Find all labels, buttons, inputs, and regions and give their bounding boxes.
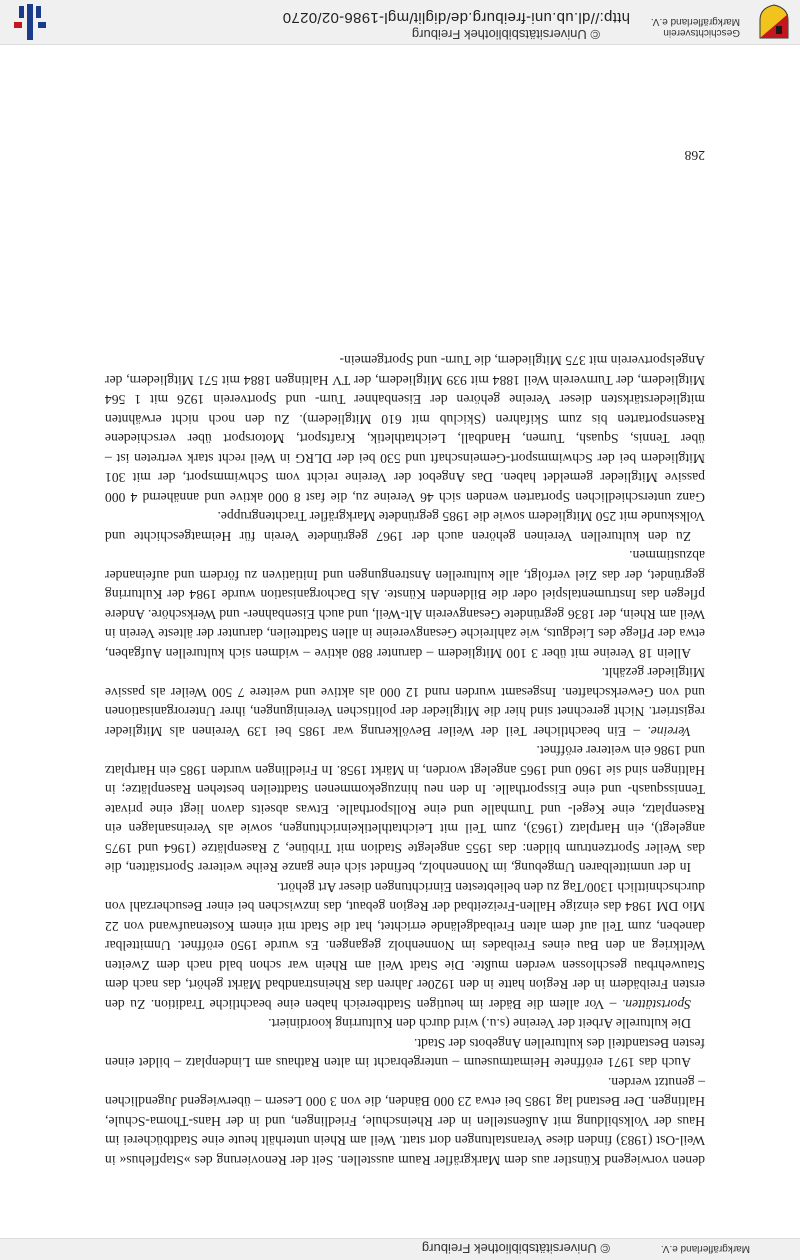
paragraph-text: – Ein beachtlicher Teil der Weiler Bevölkerung war 1985 bei 139 Vereinen als Mitglieder registriert. Nicht gerechnet sind hier die Mitglieder der politischen Vereinigungen, ihrer Unterorganisationen und von Gewerkschaften. Insgesamt wurden rund 12 000 als aktive und weitere 7 500 Weiler als passive Mitglieder gezählt. [105, 665, 705, 739]
section-lead: Sportstätten. [621, 997, 691, 1012]
page-number: 268 [684, 148, 705, 163]
society-name-line1: Geschichtsverein [663, 27, 740, 38]
paragraph-text: Zu den kulturellen Vereinen gehören auch der 1967 gegründete Verein für Heimatgeschichte und Volkskunde mit 250 Mitgliedern sowie die 1985 gegründete Markgräfler Trachtengruppe. [105, 509, 705, 544]
document-page [105, 148, 705, 1170]
society-name [651, 16, 740, 38]
page-body-text [105, 351, 705, 1170]
paragraph-text: Auch das 1971 eröffnete Heimatmuseum – untergebracht im alten Rathaus am Lindenplatz – bildet einen festen Bestandteil des kulturellen Angebots der Stadt. [105, 1036, 705, 1071]
paragraph [105, 741, 705, 878]
paragraph-text: Allein 18 Vereine mit über 3 100 Mitgliedern – darunter 880 aktive – widmen sich kulturellen Aufgaben, etwa der Pflege des Liedguts, wie zahlreiche Gesangvereine in allen Stadtteilen, darunter der älteste Verein in Weil am Rhein, der 1836 gegründete Gesangverein Alt-Weil, und auch Eisenbahner- und Werkschöre. Andere pflegen das Instrumentalspiel oder die Bildenden Künste. Als Dachorganisation wurde 1984 der Kulturring gegründet, der das Ziel verfolgt, alle kulturellen Anstrengungen und Initiativen zu fördern und aufeinander abzustimmen. [105, 548, 705, 661]
copyright-notice: © Universitätsbibliothek Freiburg [411, 27, 600, 42]
paragraph [105, 507, 705, 546]
paragraph [105, 351, 705, 507]
paragraph-text: In der unmittelbaren Umgebung, im Nonnenholz, befindet sich eine ganze Reihe weiterer Sportstätten, die das Weiler Sportzentrum bilden: das 1955 angelegte Stadion mit Tribüne, 2 Rasenplätze (1964 und 1975 angelegt), ein Hartplatz (1963), zum Teil mit Leichtathletikeinrichtungen, sowie als Vereinsanlagen ein Rasenplatz, eine Kegel- und Turnhalle und eine Rollsporthalle. Etwas abseits davon liegt eine private Tennissquash- und eine Eissporthalle. In den neu hinzugekommenen Stadtteilen bestehen Rasenplätze; in Haltingen sind sie 1960 und 1965 angelegt worden, in Märkt 1958. In Friedlingen wurden 1985 ein Hartplatz und 1986 ein weiterer eröffnet. [105, 743, 705, 876]
paragraph-text: – Vor allem die Bäder im heutigen Stadtbereich haben eine beachtliche Tradition. Zu den ersten Freibädern in der Region hatte in den 1920er Jahren das Rheinstrandbad Märkt gehört, das nach dem Stauwehrbau geschlossen werden mußte. Die Stadt Weil am Rhein war schon bald nach dem Zweiten Weltkrieg an den Bau eines Freibades im Nonnenholz gegangen. Es wurde 1950 eröffnet. Unmittelbar daneben, zum Teil auf dem alten Freibadgelände errichtet, hat die Stadt mit einem Kostenaufwand von 22 Mio DM 1984 das einzige Hallen-Freizeitbad der Region gebaut, das inzwischen bei einer Besucherzahl von durchschnittlich 1300/Tag zu den beliebtesten Einrichtungen dieser Art gehört. [105, 880, 705, 1012]
paragraph [105, 1014, 705, 1034]
paragraph [105, 546, 705, 663]
section-lead: Vereine. [647, 724, 691, 739]
paragraph-text: Ganz unterschiedlichen Sportarten wenden sich 46 Vereine zu, die fast 8 000 aktive und annähernd 4 000 passive Mitglieder gemeldet haben. Das Angebot der Vereine reicht vom Schwimmsport, der mit 301 Mitgliedern bei der Schwimmsport-Gemeinschaft und 530 bei der DLRG in Weil recht stark vertreten ist – über Tennis, Squash, Turnen, Handball, Leichtathletik, Kraftsport, Motorsport über verschiedene Rasensportarten bis zum Skifahren (Skiclub mit 610 Mitgliedern). Zu den noch nicht erwähnten mitgliederstärksten dieser Vereine gehören der Eisenbahner Turn- und Sportverein 1926 mit 1 564 Mitgliedern, der Turnverein Weil 1884 mit 939 Mitgliedern, der TV Haltingen 1884 mit 571 Mitgliedern, der Angelsportverein mit 375 Mitgliedern, die Turn- und Sportgemein- [105, 353, 705, 505]
university-library-logo-icon [10, 2, 50, 42]
paragraph-text: Die kulturelle Arbeit der Vereine (s.u.) wird durch den Kulturring koordiniert. [268, 1016, 691, 1032]
copyright-notice-bottom: © Universitätsbibliothek Freiburg [421, 1241, 610, 1256]
top-footer-strip [0, 0, 800, 45]
society-name-bottom: Markgräflerland e.V. [660, 1243, 750, 1254]
document-url-link[interactable]: http://dl.ub.uni-freiburg.de/diglit/mgl-1986-02/0270 [282, 9, 630, 26]
paragraph [105, 1073, 705, 1171]
paragraph [105, 1034, 705, 1073]
paragraph [105, 878, 705, 1015]
society-name-line2: Markgräflerland e.V. [650, 16, 740, 27]
bottom-footer-strip [0, 1238, 800, 1260]
coat-of-arms-icon [758, 4, 790, 40]
paragraph [105, 663, 705, 741]
paragraph-text: denen vorwiegend Künstler aus dem Markgräfler Raum ausstellen. Seit der Renovierung des »Stapflehus« in Weil-Ost (1983) finden diese Veranstaltungen dort statt. Weil am Rhein unterhält heute eine Stadtbücherei im Haus der Volksbildung mit Außenstellen in der Rheinschule, Friedlingen, und in der Hans-Thoma-Schule, Haltingen. Der Bestand lag 1985 bei etwa 23 000 Bänden, die von 3 000 Lesern – überwiegend Jugendlichen – genutzt werden. [105, 1075, 705, 1168]
